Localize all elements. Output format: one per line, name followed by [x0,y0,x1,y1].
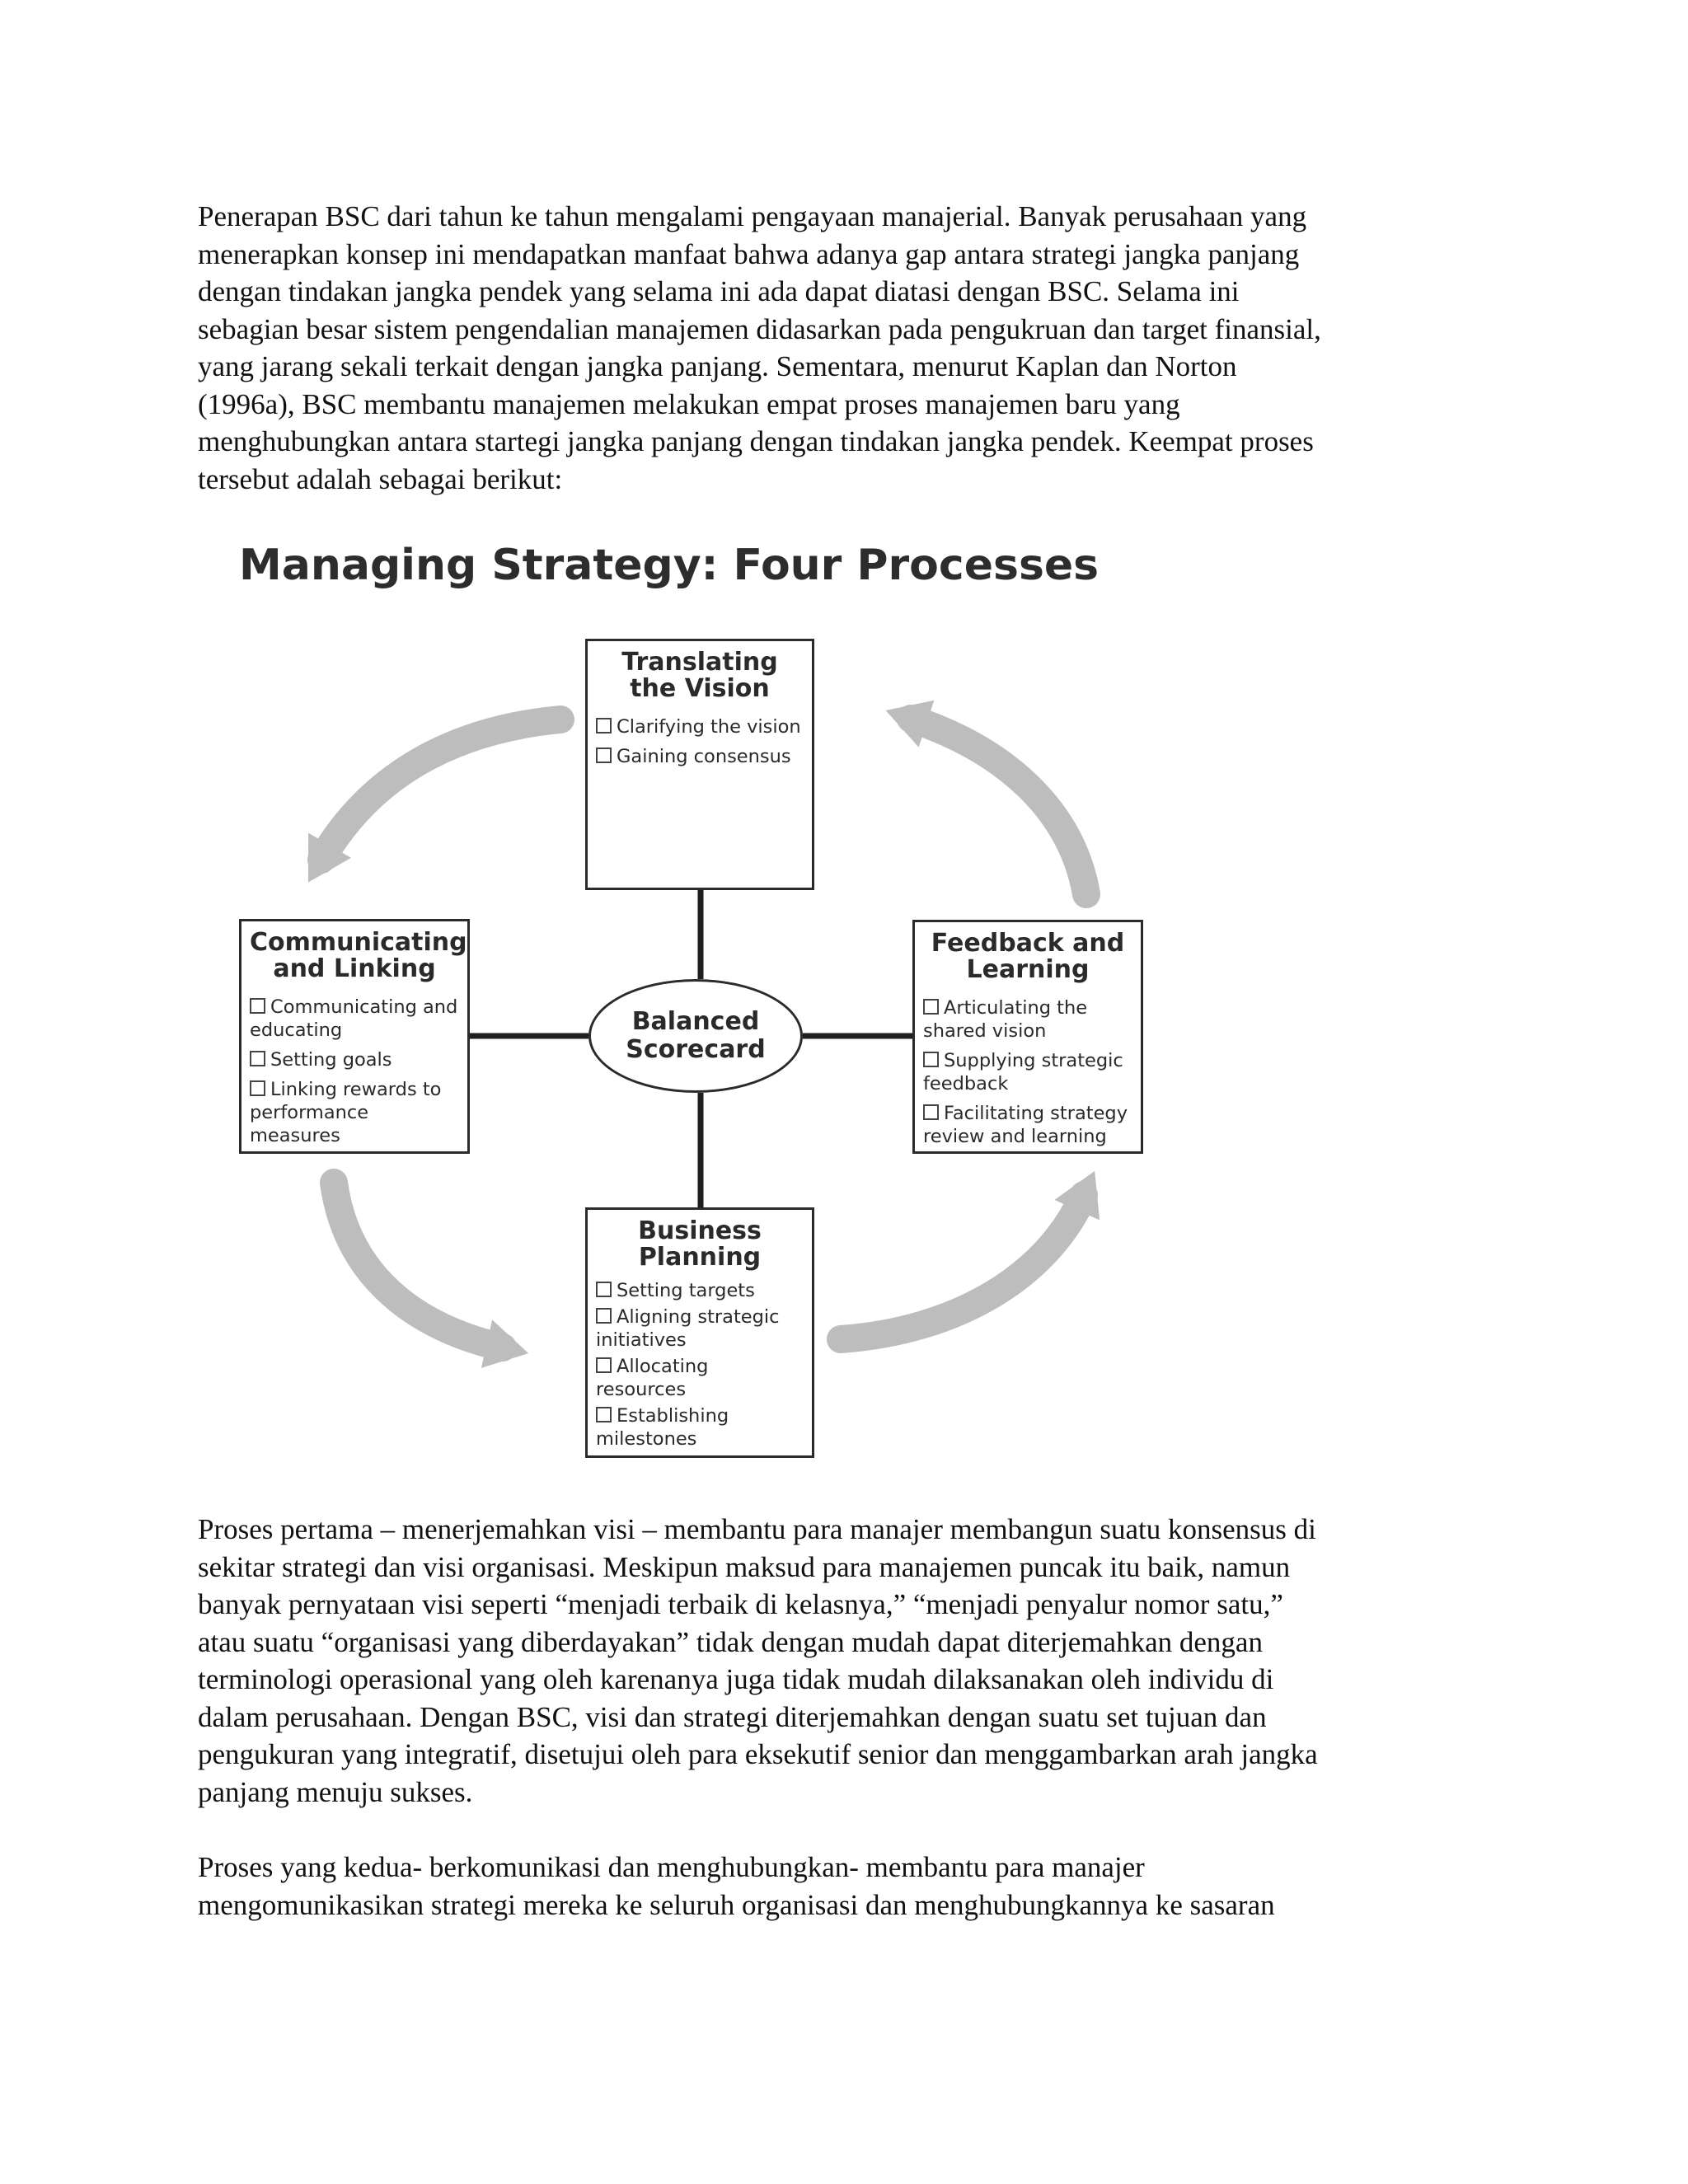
text-line: menerapkan konsep ini mendapatkan manfaat bahwa adanya gap antara strategi jangka panjang [198,237,1300,270]
item-label: Allocating resources [596,1356,709,1400]
list-item [596,715,804,738]
checkbox-icon [250,998,265,1014]
checkbox-icon [923,1104,939,1120]
text-line: mengomunikasikan strategi mereka ke seluruh organisasi dan menghubungkannya ke sasaran [198,1888,1275,1921]
text-line: dengan tindakan jangka pendek yang selama ini ada dapat diatasi dengan BSC. Selama ini [198,275,1240,307]
intro-paragraph [198,198,1467,498]
box-title: Business Planning [638,1216,762,1272]
checkbox-icon [596,748,612,763]
cycle-arrow-bottom-right [841,1195,1084,1339]
second-process-paragraph [198,1849,1467,1924]
list-item [923,1049,1132,1095]
checkbox-icon [596,718,612,733]
text-line: Penerapan BSC dari tahun ke tahun mengalami pengayaan manajerial. Banyak perusahaan yang [198,200,1307,232]
list-item [596,1404,804,1451]
text-line: sebagian besar sistem pengendalian manajemen didasarkan pada pengukruan dan target finansial, [198,312,1321,345]
checkbox-icon [923,1052,939,1067]
communicating-linking-box [239,919,470,1154]
item-label: Gaining consensus [617,746,791,767]
cycle-arrow-top-left [321,719,560,860]
checkbox-icon [923,999,939,1015]
list-item [596,745,804,768]
box-title: Communicating and Linking [250,928,467,983]
item-label: Setting goals [270,1049,392,1071]
checkbox-icon [250,1080,265,1096]
checkbox-icon [596,1282,612,1297]
item-label: Articulating the shared vision [923,997,1088,1042]
text-line: terminologi operasional yang oleh karenanya juga tidak mudah dilaksanakan oleh individu di [198,1663,1274,1695]
checkbox-icon [250,1051,265,1066]
list-item [923,996,1132,1043]
checkbox-icon [596,1357,612,1373]
text-line: menghubungkan antara startegi jangka panjang dengan tindakan jangka pendek. Keempat proses [198,425,1314,457]
item-label: Communicating and educating [250,996,458,1041]
text-line: panjang menuju sukses. [198,1775,473,1808]
feedback-learning-box [912,920,1143,1154]
four-processes-diagram [231,536,1187,1467]
text-line: Proses yang kedua- berkomunikasi dan menghubungkan- membantu para manajer [198,1851,1145,1883]
text-line: tersebut adalah sebagai berikut: [198,462,563,495]
list-item [596,1279,804,1302]
list-item [250,1048,459,1071]
translating-vision-box [585,639,814,890]
balanced-scorecard-hub [588,979,803,1093]
item-label: Establishing milestones [596,1405,729,1450]
hub-label: Balanced Scorecard [626,1007,766,1064]
first-process-paragraph [198,1511,1467,1811]
business-planning-box [585,1207,814,1458]
item-label: Linking rewards to performance measures [250,1079,442,1146]
diagram-title: Managing Strategy: Four Processes [239,541,1100,590]
text-line: sekitar strategi dan visi organisasi. Meskipun maksud para manajemen puncak itu baik, namun [198,1550,1291,1583]
list-item [250,996,459,1042]
item-label: Aligning strategic initiatives [596,1306,780,1351]
item-label: Supplying strategic feedback [923,1050,1123,1094]
text-line: pengukuran yang integratif, disetujui oleh para eksekutif senior dan menggambarkan arah jangka [198,1738,1318,1770]
item-label: Facilitating strategy review and learning [923,1103,1128,1147]
list-item [923,1102,1132,1148]
text-line: Proses pertama – menerjemahkan visi – membantu para manajer membangun suatu konsensus di [198,1513,1316,1545]
box-title: Translating the Vision [621,648,778,703]
box-title: Feedback and Learning [931,929,1125,984]
checkbox-icon [596,1308,612,1324]
item-list [250,996,459,1147]
checkbox-icon [596,1407,612,1422]
text-line: (1996a), BSC membantu manajemen melakukan empat proses manajemen baru yang [198,387,1180,420]
item-label: Clarifying the vision [617,716,801,738]
list-item [596,1355,804,1401]
item-list [923,996,1132,1148]
cycle-arrow-top-right [911,719,1086,894]
text-line: dalam perusahaan. Dengan BSC, visi dan strategi diterjemahkan dengan suatu set tujuan dan [198,1700,1267,1733]
item-list [596,1279,804,1451]
text-line: yang jarang sekali terkait dengan jangka panjang. Sementara, menurut Kaplan dan Norton [198,350,1237,382]
text-line: banyak pernyataan visi seperti “menjadi terbaik di kelasnya,” “menjadi penyalur nomor satu,” [198,1588,1283,1620]
text-line: atau suatu “organisasi yang diberdayakan” tidak dengan mudah dapat diterjemahkan dengan [198,1625,1263,1658]
list-item [596,1305,804,1352]
cycle-arrow-bottom-left [334,1183,503,1347]
list-item [250,1078,459,1147]
item-list [596,715,804,768]
item-label: Setting targets [617,1280,755,1301]
